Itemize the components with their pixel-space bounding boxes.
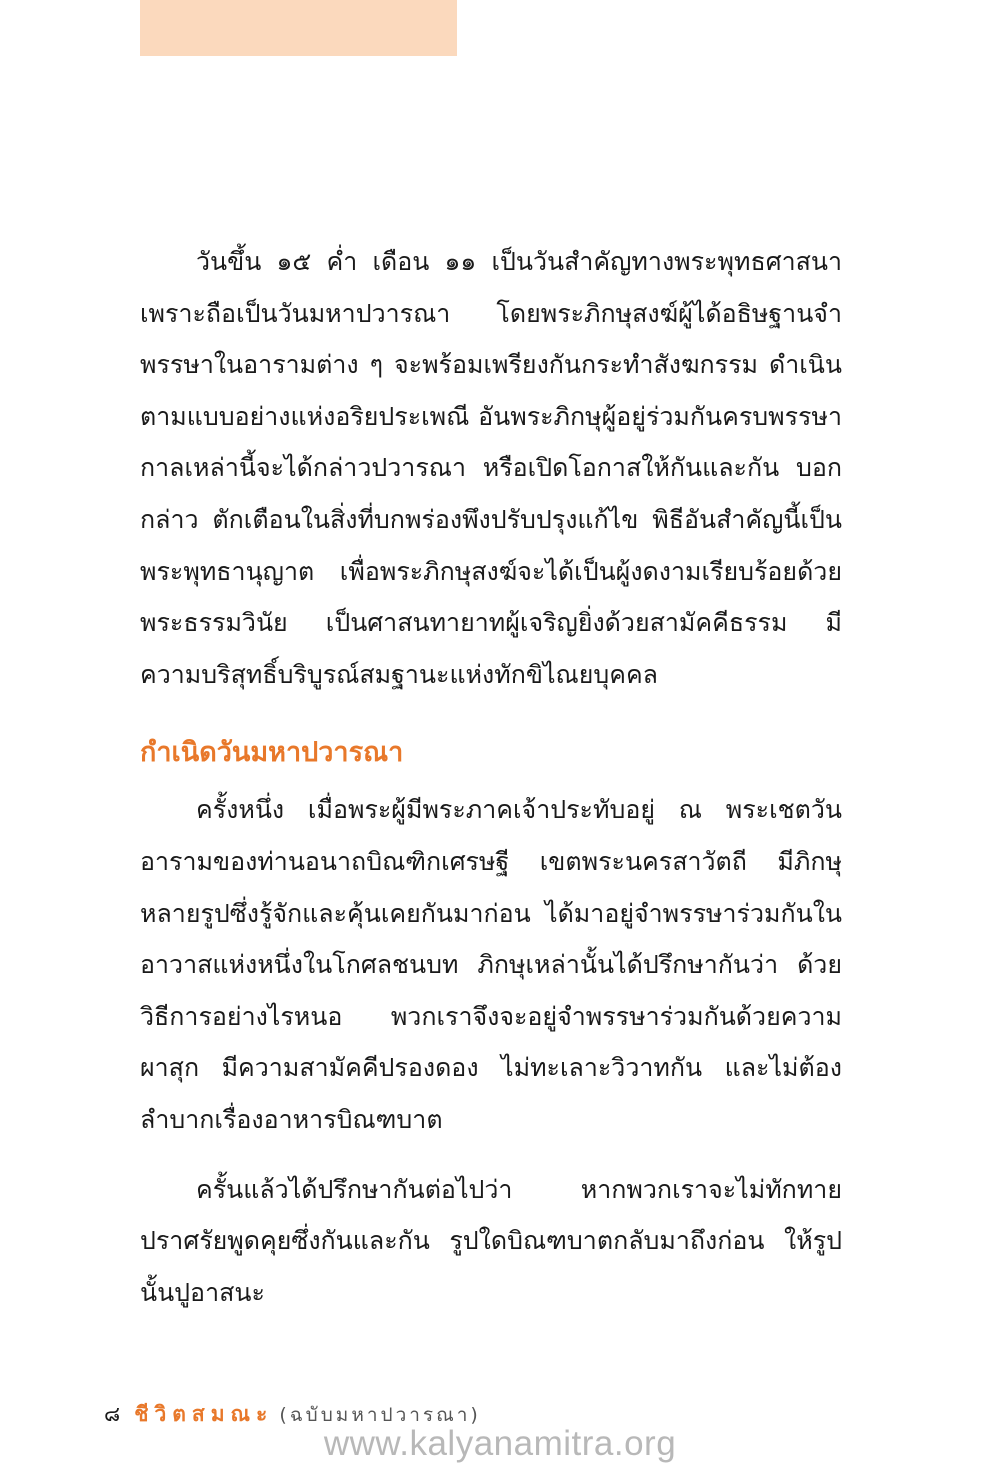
header-color-tab	[140, 0, 457, 56]
page-number: ๘	[104, 1402, 121, 1426]
website-watermark: www.kalyanamitra.org	[323, 1424, 677, 1463]
intro-paragraph: วันขึ้น ๑๕ ค่ำ เดือน ๑๑ เป็นวันสำคัญทางพระพุทธศาสนา เพราะถือเป็นวันมหาปวารณา โดยพระภิกษุสงฆ์ผู้ได้อธิษฐานจำพรรษาในอารามต่าง ๆ จะพร้อมเพรียงกันกระทำสังฆกรรม ดำเนินตามแบบอย่างแห่งอริยประเพณี อันพระภิกษุผู้อยู่ร่วมกันครบพรรษากาลเหล่านี้จะได้กล่าวปวารณา หรือเปิดโอกาสให้กันและกัน บอกกล่าว ตักเตือนในสิ่งที่บกพร่องพึงปรับปรุงแก้ไข พิธีอันสำคัญนี้เป็นพระพุทธานุญาต เพื่อพระภิกษุสงฆ์จะได้เป็นผู้งดงามเรียบร้อยด้วยพระธรรมวินัย เป็นศาสนทายาทผู้เจริญยิ่งด้วยสามัคคีธรรม มีความบริสุทธิ์บริบูรณ์สมฐานะแห่งทักขิไณยบุคคล	[140, 247, 842, 689]
section-paragraph-1: ครั้งหนึ่ง เมื่อพระผู้มีพระภาคเจ้าประทับอยู่ ณ พระเชตวันอารามของท่านอนาถบิณฑิกเศรษฐี เขตพระนครสาวัตถี มีภิกษุหลายรูปซึ่งรู้จักและคุ้นเคยกันมาก่อน ได้มาอยู่จำพรรษาร่วมกันในอาวาสแห่งหนึ่งในโกศลชนบท ภิกษุเหล่านั้นได้ปรึกษากันว่า ด้วยวิธีการอย่างไรหนอ พวกเราจึงจะอยู่จำพรรษาร่วมกันด้วยความผาสุก มีความสามัคคีปรองดอง ไม่ทะเลาะวิวาทกัน และไม่ต้องลำบากเรื่องอาหารบิณฑบาต	[140, 795, 842, 1134]
edition-label: (ฉบับมหาปวารณา)	[279, 1404, 481, 1426]
section-heading: กำเนิดวันมหาปวารณา	[140, 737, 404, 769]
book-title: ชีวิตสมณะ	[134, 1402, 274, 1426]
section-paragraph-2: ครั้นแล้วได้ปรึกษากันต่อไปว่า หากพวกเราจะไม่ทักทายปราศรัยพูดคุยซึ่งกันและกัน รูปใดบิณฑบาตกลับมาถึงก่อน ให้รูปนั้นปูอาสนะ	[140, 1174, 842, 1307]
page-content	[140, 236, 842, 1318]
